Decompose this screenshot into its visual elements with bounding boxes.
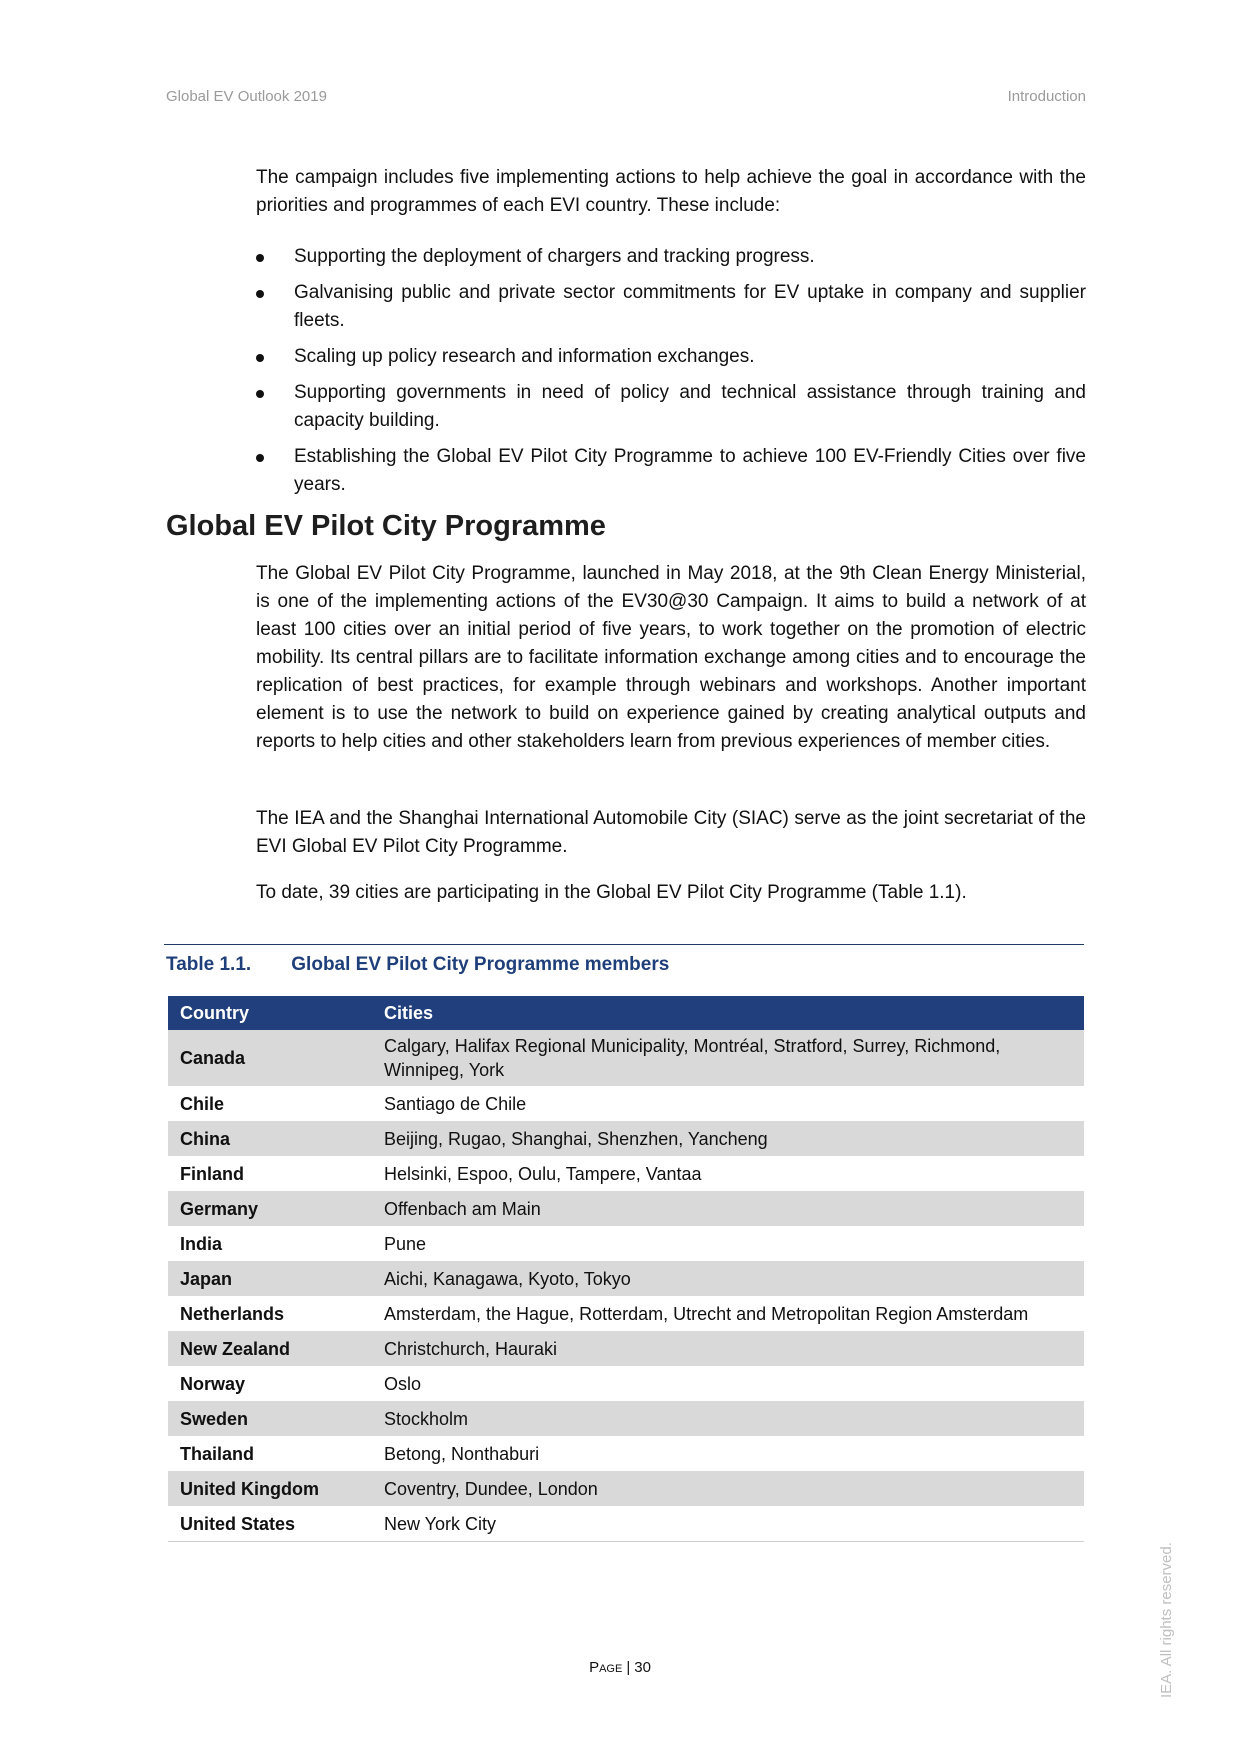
table-row xyxy=(168,1296,1084,1331)
section-paragraph: The IEA and the Shanghai International Automobile City (SIAC) serve as the joint secretariat of the EVI Global EV Pilot City Programme. xyxy=(256,808,1086,857)
list-item: Supporting governments in need of policy and technical assistance through training and capacity building. xyxy=(256,379,1086,435)
cities-cell: Santiago de Chile xyxy=(384,1093,527,1114)
cities-cell: Amsterdam, the Hague, Rotterdam, Utrecht and Metropolitan Region Amsterdam xyxy=(384,1303,1029,1324)
country-cell: United States xyxy=(168,1506,372,1542)
country-cell: Chile xyxy=(180,1093,225,1114)
country-cell: Japan xyxy=(168,1261,372,1296)
header-chapter: Introduction xyxy=(1007,88,1086,105)
table-row xyxy=(168,1506,1084,1542)
table-row xyxy=(168,1030,1084,1086)
list-item: Scaling up policy research and information exchanges. xyxy=(256,343,1086,371)
cities-cell: Oslo xyxy=(384,1373,422,1394)
table-row xyxy=(168,1331,1084,1366)
table-row xyxy=(168,1086,1084,1121)
cities-cell: Coventry, Dundee, London xyxy=(372,1471,1084,1506)
running-header xyxy=(166,88,1086,105)
rights-watermark: IEA. All rights reserved. xyxy=(1158,1542,1175,1698)
members-table xyxy=(168,996,1084,1542)
table-number: Table 1.1. xyxy=(166,954,252,975)
bullet-icon xyxy=(256,290,264,298)
country-cell: United Kingdom xyxy=(168,1471,372,1506)
cities-cell: Christchurch, Hauraki xyxy=(372,1331,1084,1366)
cities-cell: Stockholm xyxy=(372,1401,1084,1436)
cities-cell: Helsinki, Espoo, Oulu, Tampere, Vantaa xyxy=(384,1163,702,1184)
page-number-value: 30 xyxy=(634,1659,651,1676)
country-cell: Thailand xyxy=(180,1443,255,1464)
table-row xyxy=(168,1121,1084,1156)
column-header-cities: Cities xyxy=(372,996,1084,1030)
cities-cell: Betong, Nonthaburi xyxy=(384,1443,540,1464)
table-row xyxy=(168,1366,1084,1401)
cities-cell: New York City xyxy=(372,1506,1084,1542)
table-row xyxy=(168,1471,1084,1506)
page-number xyxy=(0,1659,1240,1676)
bullet-icon xyxy=(256,354,264,362)
table-header-row xyxy=(168,996,1084,1030)
country-cell: Netherlands xyxy=(180,1303,285,1324)
table-caption-rule xyxy=(164,944,1084,945)
country-cell: India xyxy=(180,1233,223,1254)
cities-cell: Offenbach am Main xyxy=(372,1191,1084,1226)
bullet-icon xyxy=(256,254,264,262)
list-item: Supporting the deployment of chargers and tracking progress. xyxy=(256,243,1086,271)
bullet-icon xyxy=(256,390,264,398)
country-cell: New Zealand xyxy=(168,1331,372,1366)
section-paragraph: The Global EV Pilot City Programme, launched in May 2018, at the 9th Clean Energy Ministerial, is one of the implementing actions of the EV30@30 Campaign. It aims to build a network of at least 100 cities over an initial period of five years, to work together on the promotion of electric mobility. Its central pillars are to facilitate information exchange among cities and to encourage the replication of best practices, for example through webinars and workshops. Another important element is to use the network to build on experience gained by creating analytical outputs and reports to help cities and other stakeholders learn from previous experiences of member cities. xyxy=(256,563,1086,752)
cities-cell: Pune xyxy=(384,1233,427,1254)
header-doc-title: Global EV Outlook 2019 xyxy=(166,88,327,105)
country-cell: Canada xyxy=(168,1030,372,1086)
intro-paragraph: The campaign includes five implementing actions to help achieve the goal in accordance with the priorities and programmes of each EVI country. These include: xyxy=(256,167,1086,216)
country-cell: Sweden xyxy=(168,1401,372,1436)
table-row xyxy=(168,1226,1084,1261)
table-caption xyxy=(166,954,669,976)
section-paragraph: To date, 39 cities are participating in the Global EV Pilot City Programme (Table 1.1). xyxy=(256,882,967,903)
table-row xyxy=(168,1261,1084,1296)
page-separator: | xyxy=(626,1659,631,1676)
page-label: Page xyxy=(589,1659,623,1676)
country-cell: Germany xyxy=(168,1191,372,1226)
column-header-country: Country xyxy=(168,996,372,1030)
cities-cell: Calgary, Halifax Regional Municipality, Montréal, Stratford, Surrey, Richmond, Winnipeg, York xyxy=(372,1030,1084,1086)
table-row xyxy=(168,1401,1084,1436)
table-row xyxy=(168,1156,1084,1191)
bullet-icon xyxy=(256,454,264,462)
list-item: Establishing the Global EV Pilot City Programme to achieve 100 EV-Friendly Cities over five years. xyxy=(256,443,1086,499)
table-row xyxy=(168,1436,1084,1471)
section-heading: Global EV Pilot City Programme xyxy=(166,510,606,542)
country-cell: Norway xyxy=(180,1373,246,1394)
country-cell: Finland xyxy=(180,1163,244,1184)
cities-cell: Aichi, Kanagawa, Kyoto, Tokyo xyxy=(372,1261,1084,1296)
list-item: Galvanising public and private sector commitments for EV uptake in company and supplier fleets. xyxy=(256,279,1086,335)
table-row xyxy=(168,1191,1084,1226)
cities-cell: Beijing, Rugao, Shanghai, Shenzhen, Yancheng xyxy=(372,1121,1084,1156)
actions-list xyxy=(256,243,1086,507)
country-cell: China xyxy=(168,1121,372,1156)
table-title: Global EV Pilot City Programme members xyxy=(291,954,670,975)
